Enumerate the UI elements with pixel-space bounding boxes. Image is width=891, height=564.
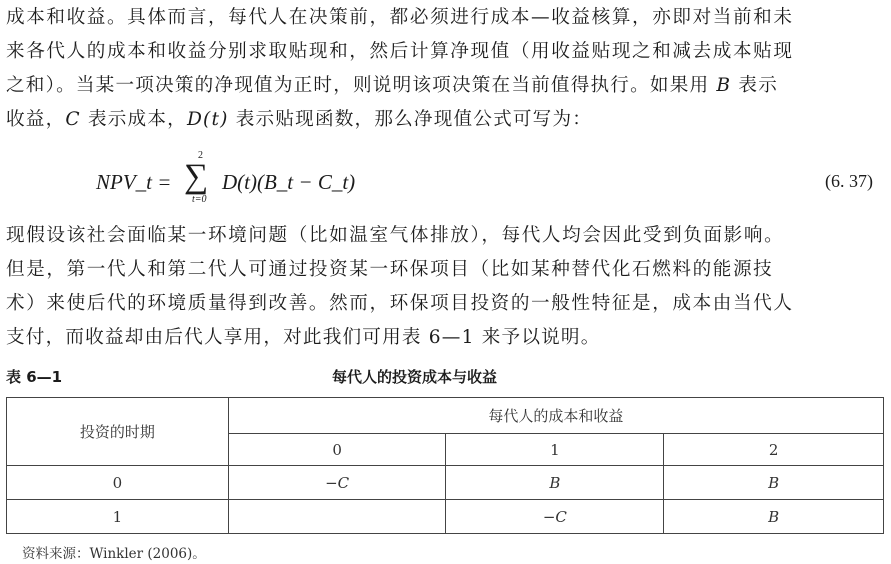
text-segment: 之和）。当某一项决策的净现值为正时，则说明该项决策在当前值得执行。如果用 [6,75,710,96]
sum-symbol: ∑ [184,158,209,195]
text-segment: 表示成本， [87,109,187,130]
formula-rhs: D(t)(B_t − C_t) [222,170,356,194]
column-header: 2 [664,434,884,466]
paragraph-line: 但是，第一代人和第二代人可通过投资某一环保项目（比如某种替代化石燃料的能源技 [6,259,774,280]
text-segment: 表示贴现函数，那么净现值公式可写为： [235,109,593,130]
table-header-row [7,398,884,434]
math-variable: C [65,109,81,130]
paragraph-line: 成本和收益。具体而言，每代人在决策前，都必须进行成本—收益核算，亦即对当前和未 [6,7,794,28]
paragraph-line: 来各代人的成本和收益分别求取贴现和，然后计算净现值（用收益贴现之和减去成本贴现 [6,41,794,62]
text-segment: 收益， [6,109,66,130]
paragraph-line: 术）来使后代的环境质量得到改善。然而，环保项目投资的一般性特征是，成本由当代人 [6,293,794,314]
paragraph-line: 现假设该社会面临某一环境问题（比如温室气体排放），每代人均会因此受到负面影响。 [6,225,785,246]
sum-lower-bound: t=0 [192,194,207,205]
table-cell: B [664,500,884,534]
header-group: 每代人的成本和收益 [228,398,883,434]
table-row [7,466,884,500]
table-cell [228,500,446,534]
sum-upper-bound: 2 [198,150,203,161]
paragraph-line [6,74,778,98]
table-row [7,500,884,534]
paragraph-line: 支付，而收益却由后代人享用，对此我们可用表 6—1 来予以说明。 [6,327,601,348]
row-period: 1 [7,500,229,534]
npv-formula [96,150,496,210]
math-variable: D(t) [186,109,229,130]
column-header: 1 [446,434,664,466]
table-cell: B [664,466,884,500]
column-header: 0 [228,434,446,466]
paragraph-line [6,108,592,132]
investment-table [6,397,884,534]
table-cell: B [446,466,664,500]
table-source: 资料来源：Winkler (2006)。 [22,546,206,562]
header-period: 投资的时期 [7,398,229,466]
table-label: 表 6—1 [6,368,63,386]
table-title: 每代人的投资成本与收益 [332,368,498,386]
text-segment: 表示 [738,75,778,96]
row-period: 0 [7,466,229,500]
formula-lhs: NPV_t = [96,170,172,194]
table-cell: −C [228,466,446,500]
math-variable: B [716,75,732,96]
equation-number: (6. 37) [825,171,873,191]
table-cell: −C [446,500,664,534]
